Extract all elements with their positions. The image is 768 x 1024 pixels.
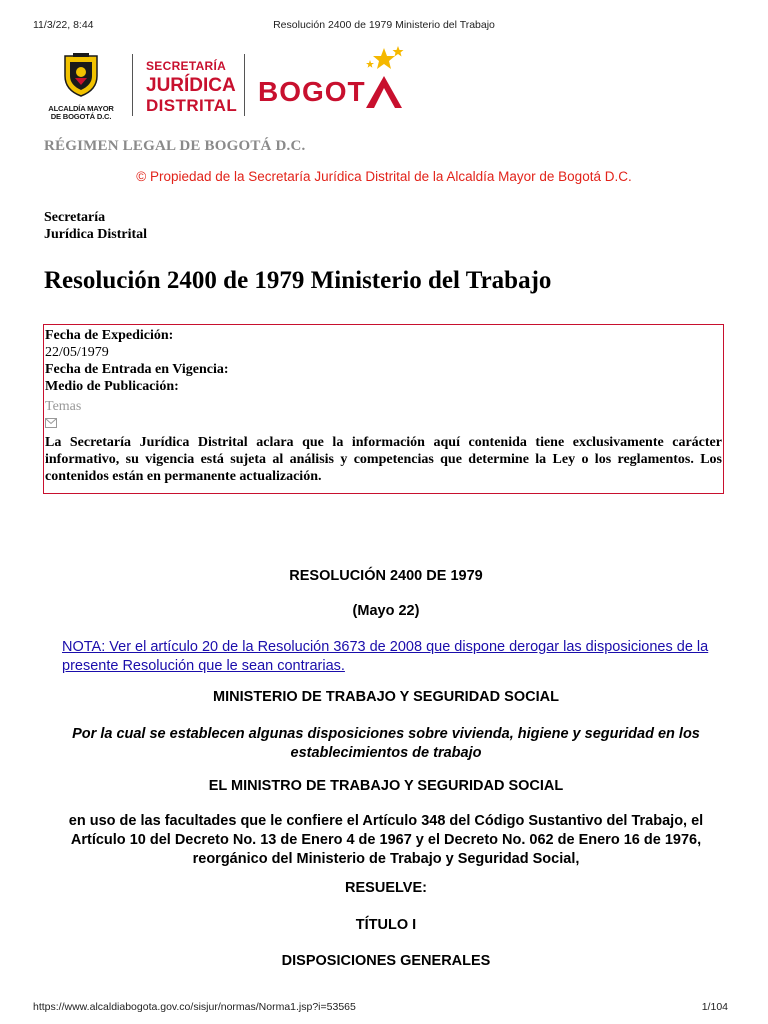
bogota-crest-icon (61, 52, 101, 98)
fecha-expedicion-label: Fecha de Expedición: (45, 328, 174, 343)
org-line1: Secretaría (44, 210, 106, 225)
fecha-vigencia-label: Fecha de Entrada en Vigencia: (45, 362, 229, 377)
disposiciones-heading: DISPOSICIONES GENERALES (281, 953, 491, 969)
bogota-logo (258, 44, 408, 114)
derogation-note-link[interactable]: NOTA: Ver el artículo 20 de la Resolución 3673 de 2008 que dispone derogar las disposiciones de la presente Resolución que le sean contrarias. (62, 639, 709, 674)
medio-publicacion-label: Medio de Publicación: (45, 379, 179, 394)
alcaldia-logo (40, 52, 122, 121)
purpose-text: Por la cual se establecen algunas disposiciones sobre vivienda, higiene y seguridad en los establecimientos de trabajo (72, 726, 700, 761)
logo-divider-2 (244, 54, 245, 116)
info-box (43, 324, 724, 494)
logo-divider (132, 54, 133, 116)
temas-link[interactable]: Temas (45, 399, 82, 414)
logo-row (40, 44, 460, 124)
crest-caption-line2: DE BOGOTÁ D.C. (50, 112, 112, 121)
ministry-heading: MINISTERIO DE TRABAJO Y SEGURIDAD SOCIAL (213, 689, 559, 705)
print-url: https://www.alcaldiabogota.gov.co/sisjur/normas/Norma1.jsp?i=53565 (33, 1001, 356, 1013)
bogota-a-star-icon (362, 44, 406, 112)
page-title: Resolución 2400 de 1979 Ministerio del Trabajo (44, 267, 552, 294)
print-title: Resolución 2400 de 1979 Ministerio del Trabajo (273, 19, 495, 31)
print-datetime: 11/3/22, 8:44 (33, 19, 94, 31)
resolution-heading: RESOLUCIÓN 2400 DE 1979 (289, 568, 483, 584)
secretaria-logo (146, 56, 246, 116)
powers-text: en uso de las facultades que le confiere el Artículo 348 del Código Sustantivo del Trabajo, el Artículo 10 del Decreto No. 13 de Enero 4 de 1967 y el Decreto No. 062 de Enero 16 de 1976, reorgánico del Ministerio de Trabajo y Seguridad Social, (68, 813, 704, 867)
titulo-heading: TÍTULO I (355, 917, 417, 933)
secretaria-line2: JURÍDICA (146, 75, 236, 96)
secretaria-line3: DISTRITAL (146, 96, 238, 115)
resuelve-heading: RESUELVE: (345, 880, 427, 896)
fecha-expedicion-value: 22/05/1979 (45, 345, 109, 360)
regimen-heading: RÉGIMEN LEGAL DE BOGOTÁ D.C. (44, 138, 306, 154)
minister-heading: EL MINISTRO DE TRABAJO Y SEGURIDAD SOCIAL (208, 778, 564, 794)
secretaria-line1: SECRETARÍA (146, 59, 227, 73)
envelope-icon[interactable] (45, 416, 722, 434)
resolution-date: (Mayo 22) (352, 603, 420, 619)
bogota-wordmark: BOGOT (258, 76, 366, 107)
org-line2: Jurídica Distrital (44, 227, 148, 242)
print-page-number: 1/104 (701, 1001, 728, 1013)
copyright-notice: © Propiedad de la Secretaría Jurídica Distrital de la Alcaldía Mayor de Bogotá D.C. (136, 169, 632, 184)
crest-caption-line1: ALCALDÍA MAYOR (48, 104, 114, 113)
disclaimer-text: La Secretaría Jurídica Distrital aclara que la información aquí contenida tiene exclusivamente carácter informativo, su vigencia está sujeta al análisis y competencias que determine la Ley o los reglamentos. Los contenidos están en permanente actualización. (45, 435, 722, 484)
org-name (44, 209, 147, 243)
